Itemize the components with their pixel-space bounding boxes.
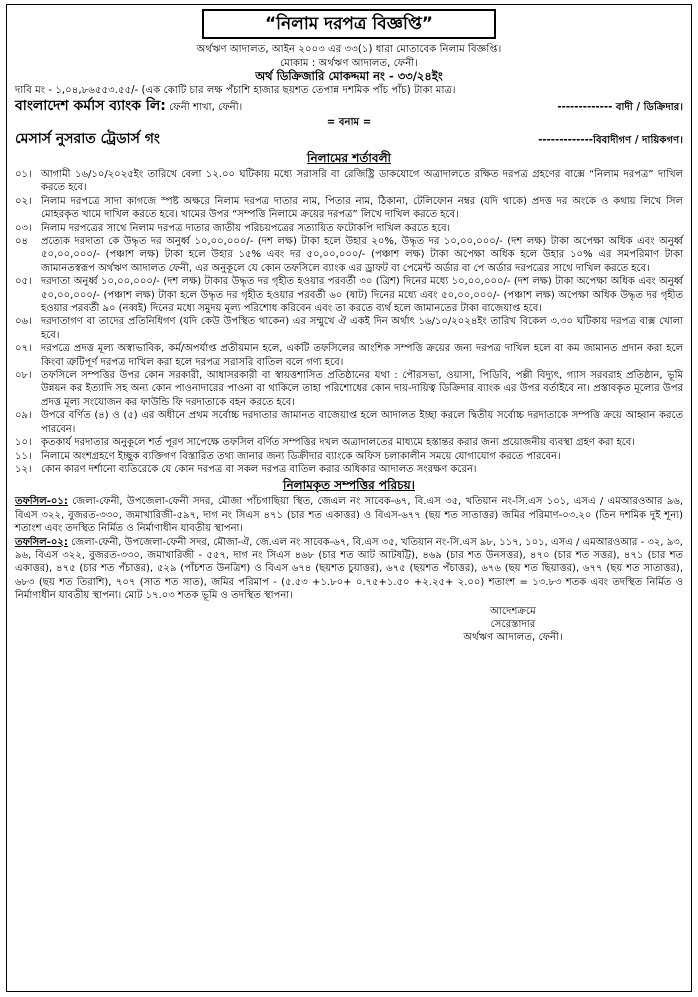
- schedule-label: তফসিল-০২:: [15, 536, 68, 548]
- condition-text: কোন কারণ দর্শানো ব্যতিরেকে যে কোন দরপত্র বা সকল দরপত্র বাতিল করার অধিকার আদালত সংরক্ষণ করেন।: [41, 463, 477, 475]
- condition-text: দরদাতাগণ বা তাদের প্রতিনিধিগণ (যদি কেউ উপস্থিত থাকেন) এর সম্মুখে ঐ একই দিন অর্থাৎ ১৬/১০/২০২৪ইং তারিখ বিকেল ৩.৩০ ঘটিকায় দরপত্র বাক্স খোলা হবে।: [41, 316, 683, 341]
- condition-text: দরদাতা অনুর্ধ্ব ১০,০০,০০০/- (দশ লক্ষ) টাকার উদ্ধৃত দর গৃহীত হওয়ার পরবর্তী ৩০ (ত্রিশ) দিনের মধ্যে ১০,০০,০০০/- (দশ লক্ষ) টাকা অপেক্ষা অধিক এবং অনুর্ধ্ব ৫০,০০,০০০/- (পঞ্চাশ লক্ষ) টাকা হলে উদ্ধৃত দর গৃহীত হওয়ার পরবর্তী ৬০ (ষাট) দিনের মধ্যে এবং ৫০,০০,০০০/- (পঞ্চাশ লক্ষ) অপেক্ষা অধিক উদ্ধৃত দর গৃহীত হওয়ার পরবর্তী ৯০ (নব্বই) দিনের মধ্যে সমুদয় মূল্য পরিশোধ করিবেন এবং তা করতে ব্যর্থ হলে জামানতের টাকা বাজেয়াপ্ত হবে।: [41, 276, 683, 315]
- property-schedules: [15, 495, 683, 602]
- claim-amount: দাবি মং - ১,০৪,৮৬৫৫৩.৫৫/- (এক কোটি চার লক্ষ পঁচাশি হাজার ছয়শত তেপান্ন দশমিক পাঁচ পাঁচ) টাকা মাত্র।: [15, 84, 456, 96]
- plaintiff-role: ------------- বাদী / ডিক্রিদার।: [557, 102, 683, 114]
- condition-number: ১০।: [15, 437, 32, 449]
- intro-line-1: অর্থঋণ আদালত, আইন ২০০৩ এর ৩৩(১) ধারা মোতাবেক নিলাম বিজ্ঞপ্তি।: [196, 44, 502, 55]
- condition-text: নিলাম দরপত্রে সাদা কাগজে স্পষ্ট অক্ষরে নিলাম দরপত্র দাতার নাম, পিতার নাম, ঠিকানা, টেলিফোন নম্বর (যদি থাকে) প্রদত্ত দর অংকে ও কথায় লিখে সিল মোহরকৃত খামে দাখিল করতে হবে। খামের উপর “সম্পত্তি নিলামে ক্রয়ের দরপত্র” লিখে দাখিল করতে হবে।: [41, 195, 683, 221]
- condition-item: [15, 275, 683, 315]
- condition-number: ০৪: [15, 236, 28, 247]
- condition-item: [15, 195, 683, 222]
- condition-item: [15, 315, 683, 342]
- schedule-label: তফসিল-০১:: [15, 496, 68, 508]
- condition-text: প্রত্যেক দরদাতা কে উদ্ধৃত দর অনুর্ধ্ব ১০,০০,০০০/- (দশ লক্ষ) টাকা হলে উহার ২০%, উদ্ধৃত দর ১০,০০,০০০/- (দশ লক্ষ) টাকা অপেক্ষা অধিক এবং অনুর্ধ্ব ৫০,০০,০০০/- (পঞ্চাশ লক্ষ) টাকা হলে উহার ১৫% এবং দর ৫০,০০,০০০/- (পঞ্চাশ লক্ষ) টাকা অপেক্ষা অধিক হলে উহার ১০% এর সমপরিমাণ টাকা জামানতস্বরূপ অর্থঋণ আদালত ফেনী, এর অনুকূলে যে কোন তফসিলে ব্যাংক এর ড্রাফট বা পেমেন্ট অর্ডার বা পে অর্ডার দরপত্রের সাথে দাখিল করতে হবে।: [41, 236, 683, 274]
- condition-number: ০৩।: [15, 222, 32, 234]
- defendant-row: [15, 130, 683, 149]
- conditions-heading: নিলামের শর্তাবলী: [307, 150, 391, 165]
- condition-number: ০৬।: [15, 316, 32, 328]
- case-number: অর্থ ডিক্রিজারি মোকদ্দমা নং - ৩৩/২৪ইং: [255, 69, 443, 84]
- notice-title: “নিলাম দরপত্র বিজ্ঞপ্তি”: [202, 9, 496, 39]
- versus: = বনাম =: [326, 117, 372, 129]
- signature-line-2: সেরেস্তাদার: [490, 618, 536, 630]
- condition-number: ০১।: [15, 168, 32, 180]
- condition-item: [15, 450, 683, 463]
- signature-block: [423, 605, 603, 644]
- auction-notice: [6, 4, 692, 992]
- condition-number: ১১।: [15, 450, 32, 462]
- condition-item: [15, 342, 683, 369]
- condition-number: ০৮।: [15, 370, 32, 382]
- condition-text: নিলামে অংশগ্রহণে ইচ্ছুক ব্যক্তিগণ বিস্তারিত তথ্য জানার জন্য ডিক্রীদার ব্যাংকে অফিস চলাকালীন সময়ে যোগাযোগ করতে পারবেন।: [41, 450, 561, 462]
- signature-line-1: আদেশক্রমে: [490, 605, 536, 617]
- condition-item: [15, 235, 683, 275]
- condition-number: ০২।: [15, 195, 32, 207]
- schedule-item: [15, 495, 683, 535]
- property-heading: নিলামকৃত সম্পত্তির পরিচয়।: [283, 478, 415, 493]
- plaintiff-branch: ফেনী শাখা, ফেনী।: [169, 102, 243, 114]
- defendant-name: মেসার্স নুসরাত ট্রেডার্স গং: [15, 130, 160, 147]
- conditions-list: [15, 168, 683, 476]
- plaintiff-name: বাংলাদেশ কর্মাস ব্যাংক লি:: [15, 98, 166, 115]
- condition-item: [15, 436, 683, 449]
- schedule-text: জেলা-ফেনী, উপজেলা-ফেনী সদর, মৌজা-ঐ, জে.এল নং সাবেক-৬৭, বি.এস ৩৫, খতিয়ান নং-সি.এস ৯৮, ১১৭, ১০১, এসএ / এমআরওআর - ৩২, ৯৩, ৯৬, বিএস ৩২২, বুজরত-৩৩০, জমাখারিজী - ৫৫৭, দাগ নং সিএস ৪৬৮ (চার শত আট আটষট্টি), ৪৬৯ (চার শত উনসত্তর), ৪৭০ (চার শত সত্তর), ৪৭১ (চার শত একাত্তর), ৪৭৫ (চার শত পঁচাত্তর), ৫২৯ (পাঁচশত উনত্রিশ) ও বিএস ৬৭৪ (ছয়শত চুয়াত্তর), ৬৭৫ (ছয়শত পঁচাত্তর), ৬৭৬ (ছয় শত ছিয়াত্তর), ৬৭৭ (ছয় শত সাতাত্তর), ৬৮৩ (ছয় শত তিরাশি), ৭০৭ (সাত শত সাত), জমির পরিমাপ - (৫.৫৩ +১.৮০+ ০.৭৫+১.৫০ +২.২৫+ ২.০০) শতাংশ = ১৩.৮৩ শতক এবং তদস্থিত নির্মিত ও নির্মাণাধীন যাবতীয় স্থাপনা। মোট ১৭.০৩ শতক ভূমি ও তদস্থিত স্থাপনা।: [15, 536, 683, 602]
- condition-item: [15, 409, 683, 436]
- schedule-text: জেলা-ফেনী, উপজেলা-ফেনী সদর, মৌজা পাঁচগাছিয়া স্থিত, জেএল নং সাবেক-৬৭, বি.এস ৩৫, খতিয়ান নং-সি.এস ১০১, এসএ / এমআরওআর ৯৬, বিএস ৩২২, বুজরত-৩৩০, জমাখারিজী-৫৯৭, দাগ নং সিএস ৪৭১ (চার শত একাত্তর) ও বিএস-৬৭৭ (ছয় শত সাতাত্তর) জমির পরিমাণ-০৩.২০ (তিন দশমিক দুই শূন্য) শতাংশ এবং তদস্থিত নির্মিত ও নির্মাণাধীন যাবতীয় স্থাপনা।: [15, 496, 683, 535]
- condition-text: কৃতকার্য দরদাতার অনুকূলে শর্ত পূরণ সাপেক্ষে তফসিল বর্ণিত সম্পত্তির দখল অত্রাদালতের মাধ্যমে হস্তান্তর করার জন্য প্রয়োজনীয় ব্যবস্থা গ্রহণ করা হবে।: [41, 437, 635, 449]
- condition-item: [15, 463, 683, 476]
- defendant-role: -------------বিবাদীগণ / দায়িকগণ।: [538, 134, 683, 146]
- condition-item: [15, 222, 683, 235]
- signature-line-3: অর্থঋণ আদালত, ফেনী।: [463, 631, 563, 643]
- condition-item: [15, 168, 683, 195]
- plaintiff-row: [15, 97, 683, 116]
- condition-number: ১২।: [15, 463, 32, 475]
- condition-text: আগামী ১৬/১০/২০২৫ইং তারিখে বেলা ১২.০০ ঘটিকায় মধ্যে সরাসরি বা রেজিষ্ট্রি ডাকযোগে অত্রাদালতে রক্ষিত দরপত্র গ্রহণের বাক্সে “নিলাম দরপত্র” দাখিল করতে হবে।: [41, 168, 683, 194]
- schedule-item: [15, 536, 683, 603]
- condition-number: ০৯।: [15, 410, 32, 422]
- condition-text: তফসিলে সম্পত্তির উপর কোন সরকারী, আধাসরকারী বা স্বায়ত্তশাসিত প্রতিষ্ঠানের যথা : পৌরসভা, ওয়াসা, পিডিবি, পল্লী বিদ্যুৎ, গ্যাস সরবরাহ প্রতিষ্ঠান, ভূমি উন্নয়ন কর ইত্যাদি সহ অন্য কোন পাওনাদারের পাওনা বা থাকিলে তাহা পরিশোধের কোন দায়-দায়িত্ব ডিক্রিদার ব্যাংক এর উপর বর্তাইবে না। প্রস্তাবকৃত মূল্যের উপর প্রদত্ত মূল্য সংযোজন কর ফাউন্ডি ফি দরদাতাকে বহন করতে হবে।: [41, 370, 683, 408]
- condition-text: দরপত্রে প্রদত্ত মূল্য অস্বাভাবিক, কর্ম/অপর্যাপ্ত প্রতীয়মান হলে, একটি তফসিলের আংশিক সম্পত্তি ক্রয়ের জন্য দরপত্র দাখিল হলে বা কম জামানত প্রদান করা হলে কিংবা ত্রুটিপূর্ণ দরপত্র দাখিল করা হলে দরপত্র সরাসরি বাতিল বলে গণ্য হবে।: [41, 343, 683, 368]
- condition-number: ০৫।: [15, 276, 32, 288]
- intro-line-2: মোকাম : অর্থঋণ আদালত, ফেনী।: [280, 57, 418, 69]
- condition-text: উপরে বর্ণিত (৪) ও (৫) এর অধীনে প্রথম সর্বোচ্চ দরদাতার জামানত বাজেয়াপ্ত হলে আদালত ইচ্ছা করলে দ্বিতীয় সর্বোচ্চ দরদাতাকে সম্পত্তি ক্রয়ে আহ্বান করতে পারবেন।: [41, 410, 683, 435]
- condition-item: [15, 369, 683, 409]
- condition-text: নিলাম দরপত্রের সাথে নিলাম দরপত্র দাতার জাতীয় পরিচয়পত্রের সত্যায়িত ফটোকপি দাখিল করতে হবে।: [41, 222, 451, 234]
- condition-number: ০৭।: [15, 343, 32, 355]
